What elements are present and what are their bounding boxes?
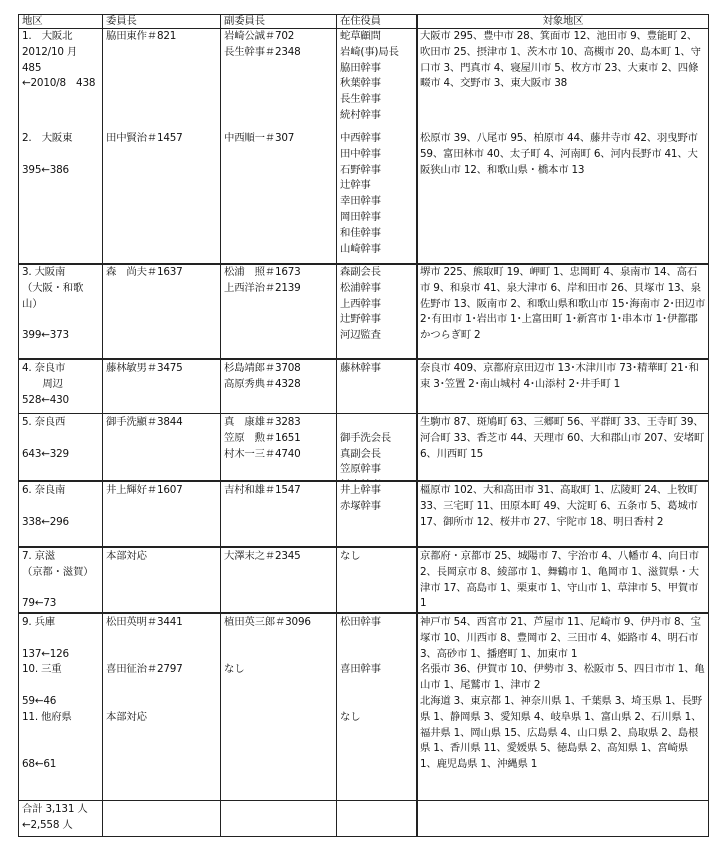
- chair-cell: 御手洗顯＃3844: [106, 416, 183, 428]
- areas-cell: 橿原市 102、大和高田市 31、高取町 1、広陵町 24、上牧町 33、三宅町 11、田原本町 49、大淀町 6、五条市 5、葛城市 17、御所市 12、桜井市 27、宇陀市 18、明日香村 2: [420, 484, 698, 528]
- vice-chair-cell: 大澤末之＃2345: [224, 550, 301, 562]
- areas-cell: 堺市 225、熊取町 19、岬町 1、忠岡町 4、泉南市 14、高石市 9、和泉市 41、泉大津市 6、岸和田市 26、貝塚市 13、泉佐野市 13、阪南市 2、和歌山県和歌山市 15･海南市 2･田辺市 2･有田市 1･岩出市 1･上富田町 1･新宮市 1･串本市 1･伊都郡かつらぎ町 2: [420, 266, 706, 342]
- areas-cell: 京都府・京都市 25、城陽市 7、宇治市 4、八幡市 4、向日市 2、長岡京市 8、綾部市 1、舞鶴市 1、亀岡市 1、滋賀県・大津市 17、高島市 1、栗東市 1、守山市 1、草津市 5、甲賀市 1: [420, 550, 699, 610]
- officers-cell: 中西幹事 田中幹事 石野幹事 辻幹事 幸田幹事 岡田幹事 和佳幹事 山崎幹事: [340, 132, 381, 255]
- vice-chair-cell: 杉島靖郎＃3708 高原秀典＃4328: [224, 362, 301, 390]
- district-cell: 2. 大阪東 395←386: [22, 132, 73, 176]
- officers-cell: 森副会長 松浦幹事 上西幹事 辻野幹事 河辺監査: [340, 266, 381, 342]
- officers-cell: 井上幹事 赤塚幹事: [340, 484, 381, 512]
- district-cell: 9. 兵庫 137←126 10. 三重 59←46 11. 他府県 68←61: [22, 616, 72, 771]
- chair-cell: 本部対応: [106, 550, 147, 562]
- vice-chair-cell: 中西順一＃307: [224, 132, 295, 144]
- chair-cell: 松田英明＃3441 喜田征治＃2797 本部対応: [106, 616, 183, 723]
- district-cell: 3. 大阪南 （大阪・和歌山） 399←373: [22, 266, 84, 342]
- district-cell: 1. 大阪北 2012/10 月 485 ←2010/8 438: [22, 30, 96, 90]
- district-cell: 6. 奈良南 338←296: [22, 484, 69, 528]
- district-cell: 5. 奈良西 643←329: [22, 416, 69, 460]
- chair-cell: 藤林敏男＃3475: [106, 362, 183, 374]
- areas-cell: 奈良市 409、京都府京田辺市 13･木津川市 73･精華町 21･和束 3･笠置 2･南山城村 4･山添村 2･井手町 1: [420, 362, 699, 390]
- header-resident-officers: 在住役員: [340, 15, 381, 27]
- officers-cell: 御手洗会長 真副会長 笠原幹事: [340, 431, 391, 476]
- district-committee-table: [18, 14, 709, 837]
- areas-cell: 神戸市 54、西宮市 21、芦屋市 11、尼崎市 9、伊丹市 8、宝塚市 10、川西市 8、豊岡市 2、三田市 4、姫路市 4、明石市 3、高砂市 1、播磨町 1、加東市 1 名張市 36、伊賀市 10、伊勢市 3、松阪市 5、四日市市 1、亀山市 1、尾鷲市 1、津市 2 北海道 3、東京都 1、神奈川県 1、千葉県 3、埼玉県 1、長野県 1、静岡県 3、愛知県 4、岐阜県 1、富山県 2、石川県 1、福井県 1、岡山県 15、広島県 4、山口県 2、鳥取県 2、島根県 1、香川県 11、愛媛県 5、徳島県 2、高知県 1、宮崎県 1、鹿児島県 1、沖縄県 1: [420, 616, 705, 771]
- chair-cell: 井上輝好＃1607: [106, 484, 183, 496]
- chair-cell: 田中賢治＃1457: [106, 132, 183, 144]
- header-vice-chair: 副委員長: [224, 15, 265, 27]
- vice-chair-cell: 松浦 照＃1673 上西洋治＃2139: [224, 266, 301, 294]
- header-chair: 委員長: [106, 15, 137, 27]
- vice-chair-cell: 吉村和雄＃1547: [224, 484, 301, 496]
- vice-chair-cell: 植田英三郎＃3096 なし: [224, 616, 311, 676]
- chair-cell: 森 尚夫＃1637: [106, 266, 183, 278]
- header-district: 地区: [22, 15, 43, 27]
- row-divider: [18, 800, 709, 801]
- officers-cell: 松田幹事 喜田幹事 なし: [340, 616, 381, 723]
- officers-cell: なし: [340, 550, 361, 562]
- areas-cell: 松原市 39、八尾市 95、柏原市 44、藤井寺市 42、羽曳野市 59、富田林市 40、太子町 4、河南町 6、河内長野市 41、大阪狭山市 12、和歌山県・橋本市 13: [420, 132, 698, 176]
- areas-cell: 生駒市 87、斑鳩町 63、三郷町 56、平群町 33、王寺町 39、河合町 33、香芝市 44、天理市 60、大和郡山市 207、安堵町 6、川西町 15: [420, 416, 705, 460]
- total-cell: 合計 3,131 人 ←2,558 人: [22, 803, 88, 831]
- chair-cell: 脇田東作＃821: [106, 30, 177, 42]
- vice-chair-cell: 真 康雄＃3283 笠原 勲＃1651 村木一三＃4740: [224, 416, 301, 460]
- vice-chair-cell: 岩崎公誠＃702 長生幹事＃2348: [224, 30, 301, 58]
- district-cell: 4. 奈良市 周辺 528←430: [22, 362, 69, 406]
- officers-cell: 藤林幹事: [340, 362, 381, 374]
- district-cell: 7. 京滋 （京都・滋賀） 79←73: [22, 550, 94, 610]
- header-target-areas: 対象地区: [542, 15, 584, 27]
- officers-cell: 蛇草顧問 岩崎(事)局長 脇田幹事 秋葉幹事 長生幹事 続村幹事: [340, 30, 399, 121]
- areas-cell: 大阪市 295、豊中市 28、箕面市 12、池田市 9、豊能町 2、吹田市 25、摂津市 1、茨木市 10、高槻市 20、島本町 1、守口市 3、門真市 4、寝屋川市 5、枚方市 23、大東市 2、四條畷市 4、交野市 3、東大阪市 38: [420, 30, 701, 90]
